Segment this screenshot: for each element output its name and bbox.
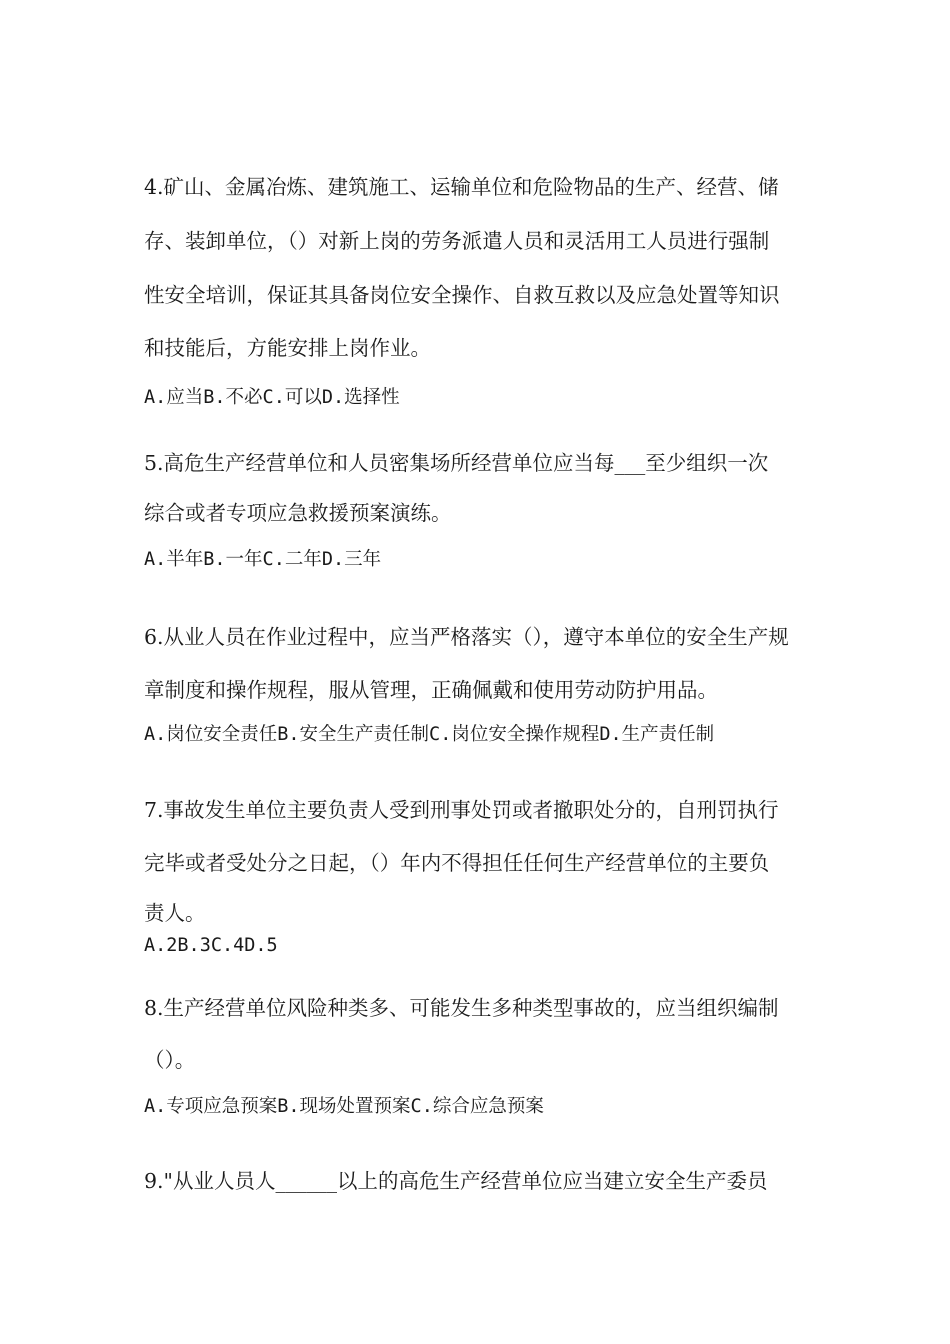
question-7-line-2: 完毕或者受处分之日起，（）年内不得担任任何生产经营单位的主要负 <box>144 851 770 875</box>
question-4-line-1: 4.矿山、金属冶炼、建筑施工、运输单位和危险物品的生产、经营、储 <box>144 175 779 199</box>
question-4-line-3: 性安全培训，保证其具备岗位安全操作、自救互救以及应急处置等知识 <box>144 283 780 307</box>
question-7-line-1: 7.事故发生单位主要负责人受到刑事处罚或者撤职处分的，自刑罚执行 <box>144 798 779 822</box>
question-7-options: A.2B.3C.4D.5 <box>144 935 278 956</box>
question-6-line-1: 6.从业人员在作业过程中，应当严格落实（），遵守本单位的安全生产规 <box>144 625 789 649</box>
question-9-line-1: 9."从业人员人______以上的高危生产经营单位应当建立安全生产委员 <box>144 1169 768 1193</box>
question-4-options: A.应当B.不必C.可以D.选择性 <box>144 387 400 408</box>
question-8-line-2: （）。 <box>144 1048 196 1072</box>
question-6-line-2: 章制度和操作规程，服从管理，正确佩戴和使用劳动防护用品。 <box>144 678 718 702</box>
question-4-line-4: 和技能后，方能安排上岗作业。 <box>144 336 431 360</box>
question-5-options: A.半年B.一年C.二年D.三年 <box>144 549 382 570</box>
question-4-line-2: 存、装卸单位，（）对新上岗的劳务派遣人员和灵活用工人员进行强制 <box>144 229 770 253</box>
question-8-options: A.专项应急预案B.现场处置预案C.综合应急预案 <box>144 1096 544 1117</box>
question-8-line-1: 8.生产经营单位风险种类多、可能发生多种类型事故的，应当组织编制 <box>144 996 779 1020</box>
question-7-line-3: 责人。 <box>144 901 206 925</box>
question-5-line-1: 5.高危生产经营单位和人员密集场所经营单位应当每___至少组织一次 <box>144 451 769 475</box>
question-5-line-2: 综合或者专项应急救援预案演练。 <box>144 501 452 525</box>
question-6-options: A.岗位安全责任B.安全生产责任制C.岗位安全操作规程D.生产责任制 <box>144 724 715 745</box>
